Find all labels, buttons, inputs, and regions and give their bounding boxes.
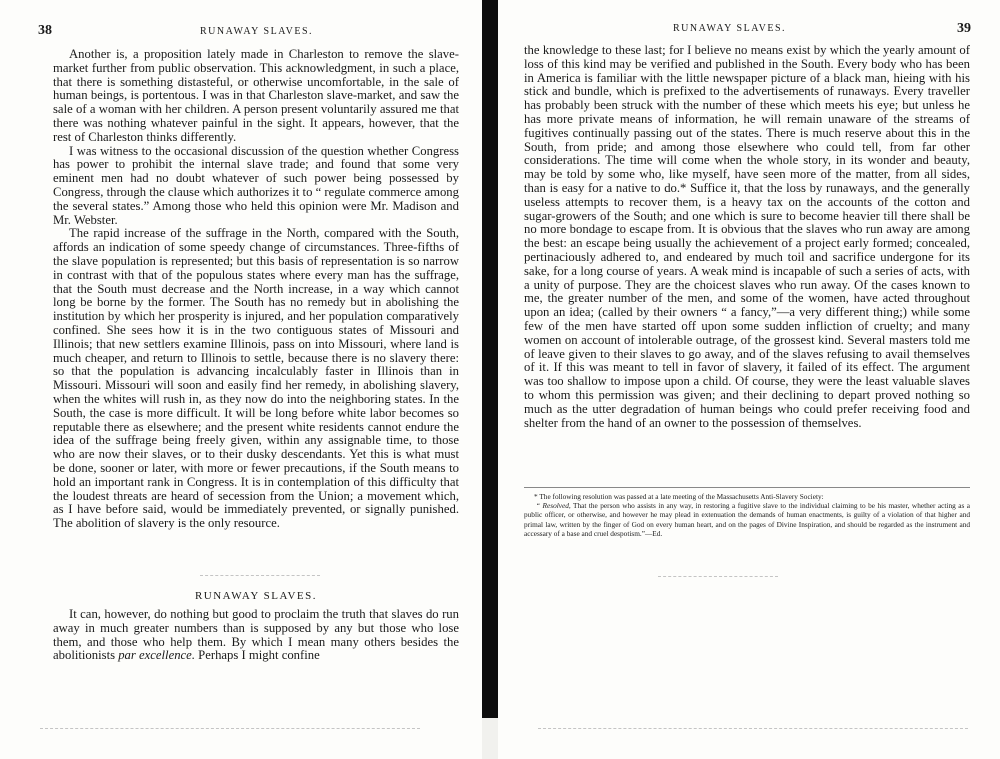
italic-phrase: par excellence. xyxy=(118,648,195,663)
paragraph-congress-power: I was witness to the occasional discussion of the question whether Congress has power to prohibit the internal slave trade; and found that some very eminent men had no doubt whatever of such power being possessed by Congress, through the clause which authorizes it to “ regulate commerce among the several states.” Among those who held this opinion were Mr. Madison and Mr. Webster. xyxy=(53,143,459,227)
running-head: RUNAWAY SLAVES. xyxy=(200,26,314,37)
running-head: RUNAWAY SLAVES. xyxy=(673,23,787,34)
paragraph-runaways-continued: the knowledge to these last; for I believe no means exist by which the yearly amount of loss of this kind may be verified and published in the South. Every body who has been in America is familiar with the little newspaper picture of a black man, hieing with his stick and bundle, which is prefixed to the advertisements of runaways. Every traveller has probably been struck with the number of these which meets his eye; but unless he has more private means of information, he will remain unaware of the streams of fugitives continually passing out of the states. There is much reserve about this in the South, from pride; and among those elsewhere who could tell, from far other considerations. The time will come when the whole story, in its wonder and beauty, may be told by some who, like myself, have seen more of the matter, from all sides, than is easy for a native to do.* Suffice it, that the loss by runaways, and the generally useless attempts to recover them, is a heavy tax on the accounts of the cotton and sugar-growers of the South; and one which is sure to become heavier till there shall be no more bondage to escape from. It is obvious that the slaves who run away are among the best: an escape being usually the achievement of a project early formed; concealed, pertinaciously adhered to, and endeared by much toil and sacrifice undergone for its sake, for a long course of years. A weak mind is incapable of such a series of acts, with a unity of purpose. They are the choicest slaves who run away. Of the cases known to me, the greater number of the men, and some of the women, have acted throughout upon an idea; (called by their owners “ a fancy,”—a very different thing;) while some few of the men have started off upon some sudden infliction of cruelty; and many women on account of intolerable outrage, of the grossest kind. Several masters told me of leave given to their slaves to go away, and of the slaves refusing to avail themselves of it. If this was meant to tell in favor of slavery, it failed of its effect. The argument was too shallow to impose upon a child. Of course, they were the least valuable slaves to whom this permission was given; and their declining to depart proved nothing so much as the utter degradation of human beings who could prefer receiving food and shelter from the hand of an owner to the possession of themselves. xyxy=(524,43,970,430)
book-gutter xyxy=(482,0,498,718)
footnote-intro: * The following resolution was passed at a late meeting of the Massachusetts Anti-Slavery Society: xyxy=(534,492,824,501)
paragraph-suffrage: The rapid increase of the suffrage in the North, compared with the South, affords an indication of some speedy change of circumstances. Three-fifths of the slave population is represented; but this basis of representation is so narrow in contrast with that of the populous states where every man has the suffrage, that the South must decrease and the North increase, in a way which cannot long be borne by the former. The South has no remedy but in abolishing the institution by which her prosperity is injured, and her population comparatively confined. She sees how it is in the two contiguous states of Missouri and Illinois; that new settlers examine Illinois, pass on into Missouri, where land is much cheaper, and return to Illinois to settle, because there is no slavery there: so that the population is advancing incalculably faster in Illinois than in Missouri. Missouri will soon and easily find her remedy, in abolishing slavery, when the whites will rush in, as they now do into the neighboring states. In the South, the case is more difficult. It will be long before white labor becomes so reputable there as elsewhere; and the present white residents cannot endure the idea of the suffrage being freely given, within any assignable time, to those who are now their slaves, or to their dusky descendants. Yet this is what must be done, sooner or later, with more or fewer precautions, if the South means to hold an important rank in Congress. It is in contemplation of this difficulty that the loudest threats are heard of secession from the Union; a movement which, as I have before said, would be immediately prevented, or signally punished. The abolition of slavery is the only resource. xyxy=(53,226,459,531)
section-title: RUNAWAY SLAVES. xyxy=(194,590,318,602)
left-page xyxy=(0,0,482,759)
right-page xyxy=(498,0,1000,759)
paragraph-text-end: Perhaps I might confine xyxy=(195,648,320,663)
page-number: 39 xyxy=(957,21,971,36)
footnote-resolution xyxy=(524,501,970,538)
body-text xyxy=(524,44,970,430)
body-text xyxy=(53,48,459,531)
section-body xyxy=(53,608,459,663)
scan-artifact-line xyxy=(40,728,420,729)
scan-artifact-line xyxy=(658,576,778,577)
paragraph-slave-market: Another is, a proposition lately made in Charleston to remove the slave-market further from public observation. This acknowledgment, in such a place, that there is something distasteful, or otherwise uncomfortable, in the sale of human beings, is portentous. I was in that Charleston slave-market, and saw the sale of a woman with her children. A person present voluntarily assured me that there was nothing whatever painful in the sight. It appears, however, that the rest of Charleston thinks differently. xyxy=(53,47,459,144)
book-gutter-base xyxy=(482,718,498,759)
scan-artifact-line xyxy=(538,728,968,729)
paragraph-runaways-intro xyxy=(53,608,459,663)
editor-credit: Ed. xyxy=(652,528,663,538)
footnote-rule xyxy=(524,487,970,488)
page-number: 38 xyxy=(38,23,52,38)
scan-artifact-line xyxy=(200,575,320,576)
footnote xyxy=(524,492,970,538)
resolved-label: “ Resolved, xyxy=(536,501,571,511)
resolution-text: That the person who assists in any way, in restoring a fugitive slave to the individual claiming to be his master, whether acting as a public officer, or otherwise, and however he may plead in extenuation the demands of human enactments, is guilty of a violation of that higher and primal law, written by the finger of God on every human heart, and on the pages of Divine Inspiration, and should be regarded as the instrument and accessary of a base and cruel despotism.”— xyxy=(524,501,970,538)
paragraph-text: It can, however, do nothing but good to proclaim the truth that slaves do run away in much greater numbers than is supposed by any but those who lose them, and those who help them. By which I mean many others besides the abolitionists xyxy=(53,607,459,663)
